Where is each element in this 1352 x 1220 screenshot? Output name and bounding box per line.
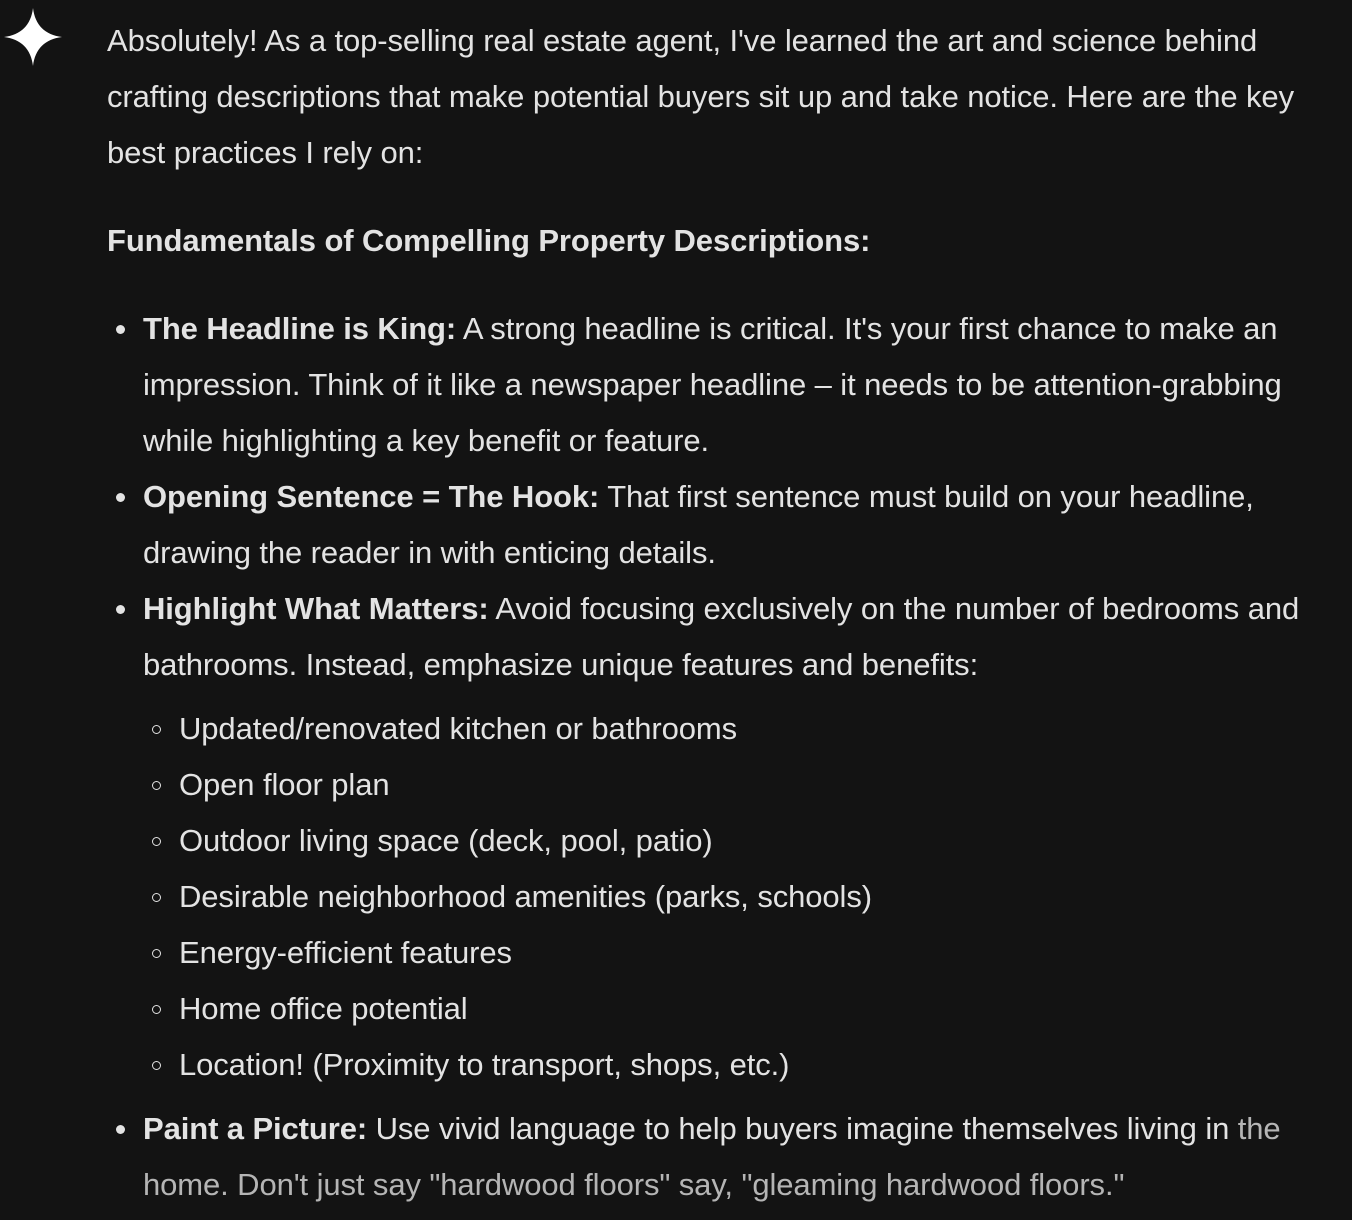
sub-list-item: Open floor plan <box>143 757 1343 813</box>
list-item <box>107 301 1343 469</box>
bullet-text: That first sentence must build on your headline, drawing the reader in with enticing details. <box>143 479 1254 570</box>
bullet-text: Avoid focusing exclusively on the number of bedrooms and bathrooms. Instead, emphasize unique features and benefits: <box>143 591 1300 682</box>
best-practices-list <box>107 301 1343 1213</box>
list-item <box>107 469 1343 581</box>
intro-paragraph: Absolutely! As a top-selling real estate agent, I've learned the art and science behind crafting descriptions that make potential buyers sit up and take notice. Here are the key best practices I rely on: <box>107 23 1294 170</box>
bullet-text: Use vivid language to help buyers imagine themselves living in <box>367 1111 1230 1146</box>
bullet-text: A strong headline is critical. It's your first chance to make an impression. Think of it like a newspaper headline – it needs to be attention-grabbing while highlighting a key benefit or feature. <box>143 311 1282 458</box>
sub-list-item: Outdoor living space (deck, pool, patio) <box>143 813 1343 869</box>
sub-list-item: Energy-efficient features <box>143 925 1343 981</box>
list-item <box>107 581 1343 1093</box>
bullet-title: The Headline is King: <box>143 311 457 346</box>
sub-list-item: Desirable neighborhood amenities (parks, schools) <box>143 869 1343 925</box>
section-heading: Fundamentals of Compelling Property Descriptions: <box>107 223 871 258</box>
bullet-title: Highlight What Matters: <box>143 591 489 626</box>
bullet-title: Paint a Picture: <box>143 1111 368 1146</box>
bullet-title: Opening Sentence = The Hook: <box>143 479 600 514</box>
list-item <box>107 1101 1343 1213</box>
sparkle-icon <box>2 6 64 68</box>
bullet-text-faded: the home. Don't just say "hardwood floors" say, "gleaming hardwood floors." <box>143 1111 1281 1202</box>
sub-list-item: Updated/renovated kitchen or bathrooms <box>143 701 1343 757</box>
sub-list-item: Location! (Proximity to transport, shops, etc.) <box>143 1037 1343 1093</box>
sub-list-item: Home office potential <box>143 981 1343 1037</box>
features-sub-list <box>143 701 1343 1093</box>
assistant-response <box>107 13 1343 1213</box>
